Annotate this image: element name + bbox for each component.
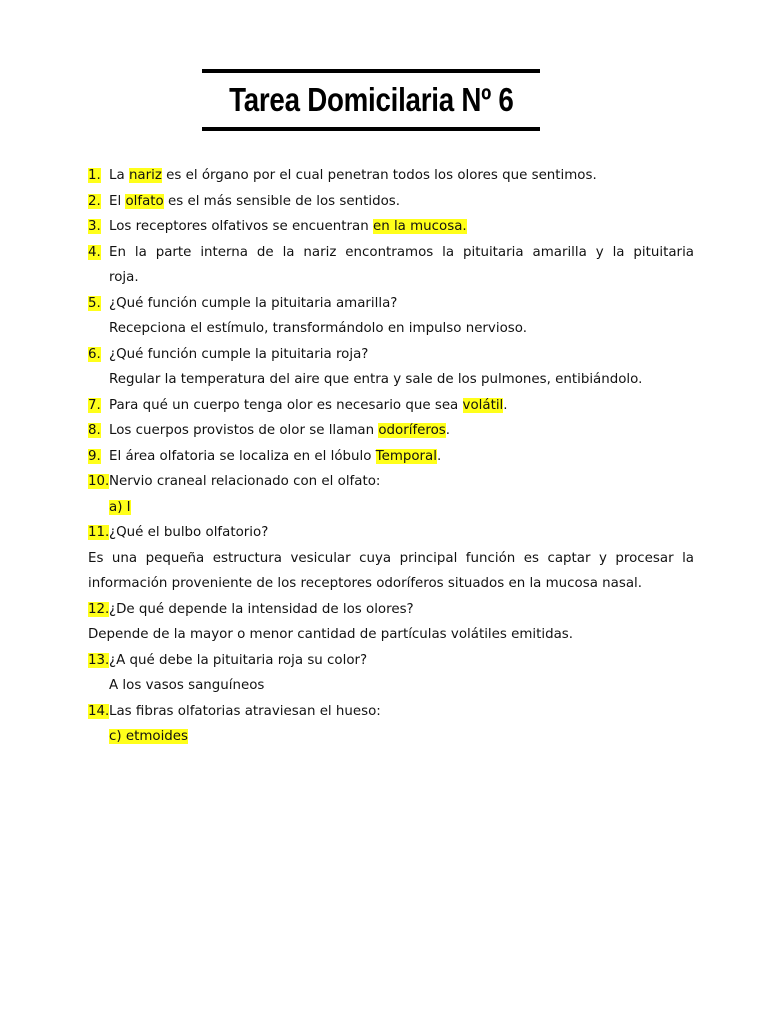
item-continuation: roja. (109, 270, 139, 285)
item-number: 13. (88, 652, 110, 668)
answer-highlight: c) etmoides (109, 729, 189, 744)
item-number: 8. (88, 423, 101, 438)
question-list (88, 163, 694, 750)
item-text: En la parte interna de la nariz encontramos la pituitaria amarilla y la pituitaria (109, 244, 694, 260)
answer-text: Recepciona el estímulo, transformándolo en impulso nervioso. (109, 321, 527, 336)
list-item (88, 240, 694, 266)
question-text: ¿De qué depende la intensidad de los olores? (109, 601, 414, 617)
item-number: 12. (88, 601, 110, 617)
list-item (88, 291, 694, 317)
question-text: ¿Qué función cumple la pituitaria amarilla? (109, 295, 398, 311)
item-number: 5. (88, 295, 101, 311)
highlight: olfato (125, 193, 164, 209)
highlight: en la mucosa. (372, 219, 467, 234)
highlight: nariz (128, 168, 162, 183)
answer-highlight: a) I (109, 499, 131, 515)
title-box (202, 69, 540, 131)
highlight: volátil (462, 397, 504, 413)
list-item: 3. Los receptores olfativos se encuentran en la mucosa. (88, 219, 467, 234)
item-number: 9. (88, 448, 101, 464)
list-item: 7. Para qué un cuerpo tenga olor es necesario que sea volátil. (88, 397, 508, 413)
answer-text: Depende de la mayor o menor cantidad de partículas volátiles emitidas. (88, 627, 574, 642)
question-text: Nervio craneal relacionado con el olfato: (109, 474, 381, 489)
page-title: Tarea Domicilaria Nº 6 (228, 81, 514, 118)
item-number: 6. (88, 346, 101, 362)
item-number: 1. (88, 168, 101, 183)
list-item (88, 342, 694, 368)
answer-row (88, 495, 694, 521)
list-item: 9. El área olfatoria se localiza en el lóbulo Temporal. (88, 448, 442, 464)
highlight: Temporal (375, 448, 437, 464)
item-number: 2. (88, 193, 101, 209)
question-text: ¿A qué debe la pituitaria roja su color? (109, 652, 368, 668)
question-text: Las fibras olfatorias atraviesan el hueso: (109, 703, 381, 719)
item-number: 4. (88, 244, 101, 260)
list-item (88, 699, 694, 725)
answer-text: A los vasos sanguíneos (109, 678, 265, 693)
item-number: 10. (88, 474, 110, 489)
list-item: 2. El olfato es el más sensible de los sentidos. (88, 193, 401, 209)
list-item (88, 520, 694, 546)
list-item (88, 469, 694, 495)
item-number: 11. (88, 525, 110, 540)
answer-text: Es una pequeña estructura vesicular cuya principal función es captar y procesar la (88, 550, 694, 566)
list-item (88, 648, 694, 674)
item-number: 3. (88, 219, 101, 234)
answer-text: Regular la temperatura del aire que entra y sale de los pulmones, entibiándolo. (109, 372, 643, 387)
question-text: ¿Qué función cumple la pituitaria roja? (109, 346, 369, 362)
answer-row (88, 724, 694, 750)
list-item: 8. Los cuerpos provistos de olor se llaman odoríferos. (88, 423, 451, 438)
question-text: ¿Qué el bulbo olfatorio? (109, 525, 269, 540)
answer-text: información proveniente de los receptores odoríferos situados en la mucosa nasal. (88, 576, 643, 591)
list-item: 1. La nariz es el órgano por el cual penetran todos los olores que sentimos. (88, 168, 597, 183)
item-number: 7. (88, 397, 101, 413)
list-item (88, 597, 694, 623)
highlight: odoríferos (378, 423, 446, 438)
item-number: 14. (88, 703, 110, 719)
